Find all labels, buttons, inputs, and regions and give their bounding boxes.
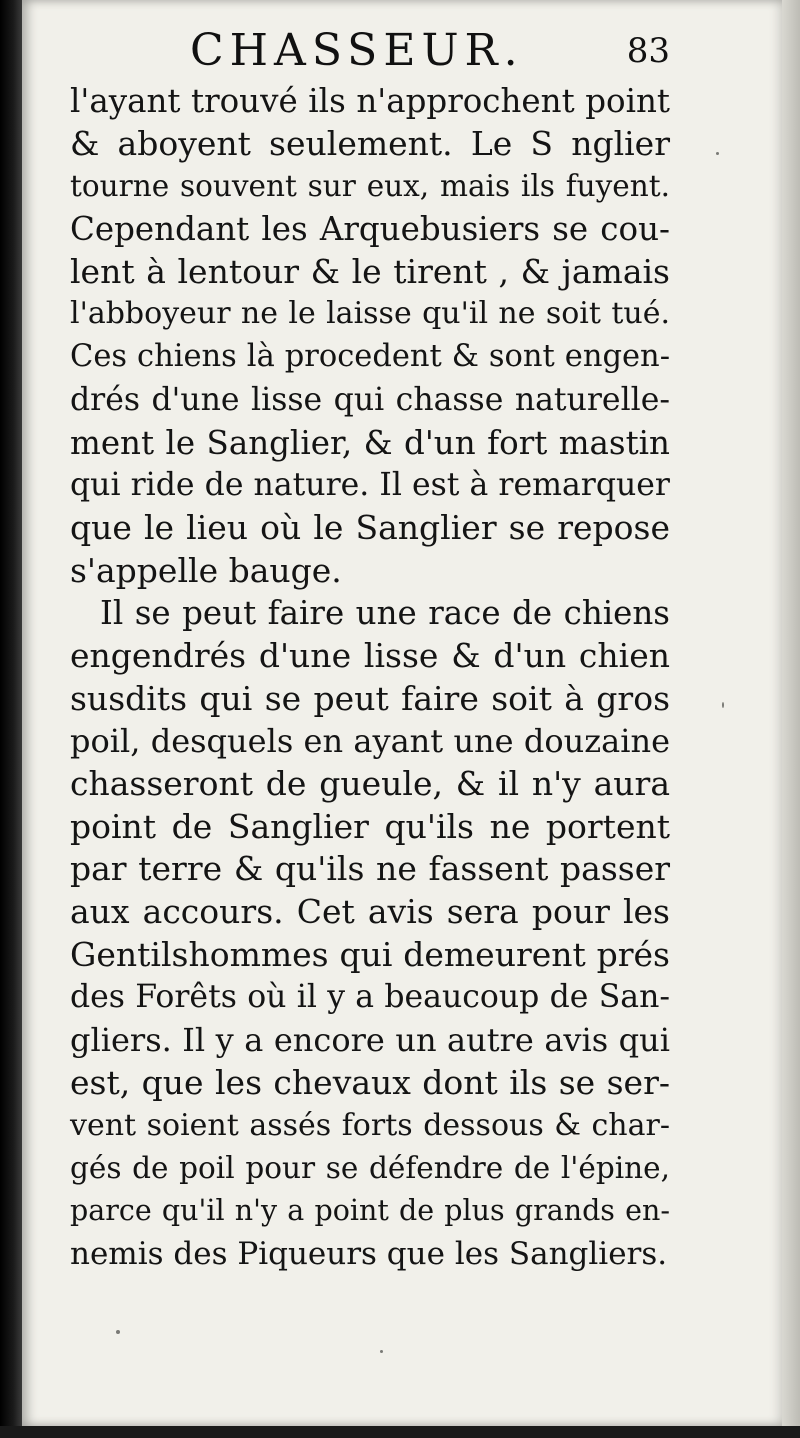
text-line: l'abboyeur ne le laisse qu'il ne soit tué. [70,296,670,332]
paragraph-1 [70,80,670,592]
text-line: est, que les chevaux dont ils se ser- [70,1062,670,1102]
text-line: s'appelle bauge. [70,550,342,590]
text-line: parce qu'il n'y a point de plus grands en- [70,1193,670,1227]
text-line: nemis des Piqueurs que les Sangliers. [70,1235,668,1272]
text-line: susdits qui se peut faire soit à gros [70,678,670,718]
text-line: & aboyent seulement. Le S nglier [70,123,670,163]
text-line: Il se peut faire une race de chiens [100,594,670,633]
text-line: Cependant les Arquebusiers se cou- [70,210,670,249]
ink-speck [380,1350,383,1353]
text-line: que le lieu où le Sanglier se repose [70,507,670,547]
text-line: chasseront de gueule, & il n'y aura [70,764,670,803]
text-line: tourne souvent sur eux, mais ils fuyent. [70,169,670,204]
text-line: par terre & qu'ils ne fassent passer [70,849,670,889]
running-title: CHASSEUR. [190,25,524,76]
text-line: gliers. Il y a encore un autre avis qui [70,1021,670,1060]
text-line: vent soient assés forts dessous & char- [70,1107,670,1143]
text-line: qui ride de nature. Il est à remarquer [70,467,670,504]
scan-border [0,1426,800,1438]
text-line: Gentilshommes qui demeurent prés [70,934,670,974]
paragraph-2 [70,592,670,1275]
text-line: des Forêts où il y a beaucoup de San- [70,979,670,1016]
page-edge [782,0,800,1438]
ink-speck [722,702,724,708]
text-line: gés de poil pour se défendre de l'épine, [70,1151,670,1186]
text-line: lent à lentour & le tirent , & jamais [70,251,670,291]
ink-speck [716,152,719,155]
page-number: 83 [626,31,670,71]
body-text [70,80,670,1275]
text-line: ment le Sanglier, & d'un fort mastin [70,423,670,462]
text-line: point de Sanglier qu'ils ne portent [70,806,670,846]
text-line: aux accours. Cet avis sera pour les [70,892,670,932]
running-head [190,22,670,80]
text-line: poil, desquels en ayant une douzaine [70,722,670,761]
book-spine-shadow [0,0,22,1438]
text-line: drés d'une lisse qui chasse naturelle- [70,381,670,418]
text-line: l'ayant trouvé ils n'approchent point [70,82,670,120]
text-line: engendrés d'une lisse & d'un chien [70,635,670,675]
ink-speck [116,1330,120,1334]
text-line: Ces chiens là procedent & sont engen- [70,339,670,375]
